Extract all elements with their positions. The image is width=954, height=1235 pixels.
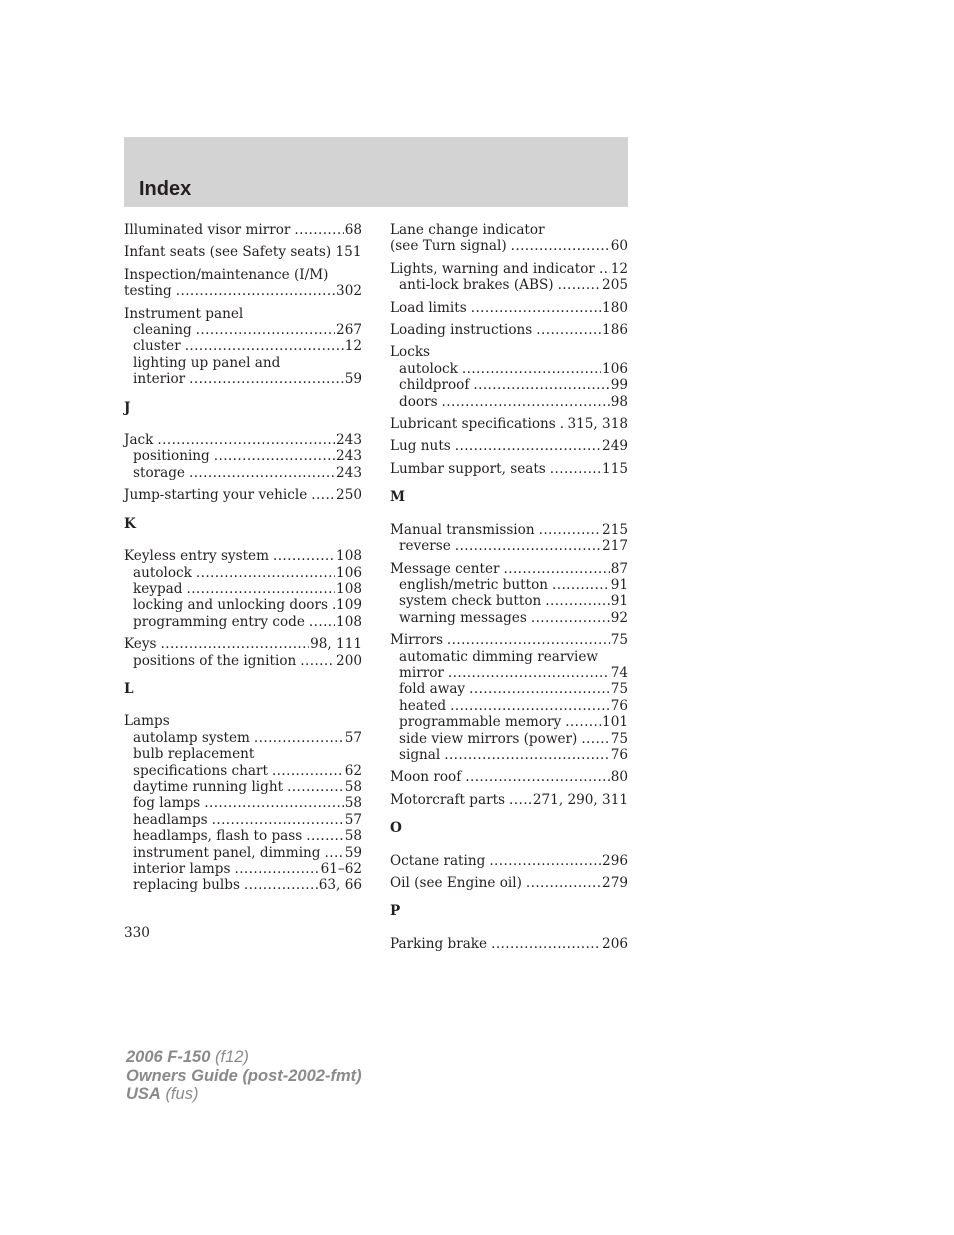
entry-text: system check button <box>399 593 542 610</box>
entry-text: headlamps <box>133 811 208 828</box>
page-reference: 315, 318 <box>567 416 628 433</box>
index-entry-line <box>124 306 362 322</box>
index-subentry-line <box>124 763 362 779</box>
index-entry-line <box>390 300 628 316</box>
page-reference: 12 <box>610 260 628 277</box>
dot-leader <box>448 665 610 681</box>
page-reference: 217 <box>602 538 628 555</box>
index-subentry-line <box>390 377 628 393</box>
dot-leader <box>469 681 610 697</box>
entry-text: fold away <box>399 681 466 698</box>
entry-text: Load limits <box>390 299 467 316</box>
page-reference: 58 <box>344 778 362 795</box>
page-reference: 250 <box>336 487 362 504</box>
page-reference: 205 <box>602 277 628 294</box>
entry-text: locking and unlocking doors <box>133 597 328 614</box>
dot-leader <box>196 322 335 338</box>
page-reference: 267 <box>336 322 362 339</box>
entry-text: Locks <box>390 344 431 361</box>
index-entry <box>124 306 362 388</box>
entry-text: Keyless entry system <box>124 548 269 565</box>
page-reference: 80 <box>610 769 628 786</box>
index-subentry-line <box>124 448 362 464</box>
index-entry <box>390 522 628 555</box>
dot-leader <box>550 461 601 477</box>
entry-text: instrument panel, dimming <box>133 844 321 861</box>
entry-text: Lamps <box>124 713 170 730</box>
dot-leader <box>536 322 601 338</box>
index-entry-line <box>124 432 362 448</box>
index-entry <box>390 461 628 477</box>
index-column-left <box>124 222 362 900</box>
dot-leader <box>234 861 319 877</box>
index-subentry-line <box>390 577 628 593</box>
index-entry-line <box>124 636 362 652</box>
entry-text: childproof <box>399 377 470 394</box>
dot-leader <box>161 636 310 652</box>
entry-text: cluster <box>133 338 181 355</box>
entry-text: anti-lock brakes (ABS) <box>399 277 554 294</box>
page-reference: 91 <box>610 576 628 593</box>
index-entry-line <box>390 416 628 432</box>
index-entry-line <box>390 875 628 891</box>
entry-text: fog lamps <box>133 795 201 812</box>
index-subentry-line <box>124 465 362 481</box>
entry-text: testing <box>124 283 172 300</box>
dot-leader <box>196 565 335 581</box>
page-reference: 62 <box>344 762 362 779</box>
dot-leader <box>332 597 335 613</box>
footer-market: USA <box>126 1085 161 1103</box>
index-subentry-line <box>390 277 628 293</box>
entry-text: positions of the ignition <box>133 652 297 669</box>
dot-leader <box>273 548 335 564</box>
dot-leader <box>539 522 601 538</box>
page-reference: 91 <box>610 593 628 610</box>
page-reference: 296 <box>602 852 628 869</box>
entry-text: Jump-starting your vehicle <box>124 487 308 504</box>
document-footer <box>126 1048 362 1104</box>
dot-leader <box>204 795 343 811</box>
index-entry-line <box>390 222 628 238</box>
index-letter-heading: P <box>390 903 401 920</box>
page-number: 330 <box>124 925 150 941</box>
index-subentry-line <box>124 371 362 387</box>
page-reference: 98 <box>610 393 628 410</box>
dot-leader <box>444 747 609 763</box>
entry-text: Octane rating <box>390 852 486 869</box>
page-reference: 115 <box>602 460 628 477</box>
index-entry-line <box>124 548 362 564</box>
page-reference: 59 <box>344 844 362 861</box>
index-letter-heading: K <box>124 515 136 532</box>
index-entry <box>124 548 362 630</box>
dot-leader <box>552 577 610 593</box>
index-subentry-line <box>124 746 362 762</box>
page-reference: 58 <box>344 795 362 812</box>
page-reference: 108 <box>336 580 362 597</box>
index-entry-line <box>124 222 362 238</box>
page-reference: 98, 111 <box>310 636 362 653</box>
dot-leader <box>287 779 344 795</box>
dot-leader <box>189 371 344 387</box>
page-reference: 271, 290, 311 <box>532 791 628 808</box>
index-subentry-line <box>390 394 628 410</box>
index-entry-line <box>390 238 628 254</box>
index-subentry-line <box>390 610 628 626</box>
index-entry <box>390 875 628 891</box>
dot-leader <box>157 432 335 448</box>
entry-text: interior <box>133 371 186 388</box>
entry-text: (see Turn signal) <box>390 238 507 255</box>
index-entry <box>390 344 628 410</box>
page-reference: 243 <box>336 464 362 481</box>
dot-leader <box>462 361 601 377</box>
dot-leader <box>306 828 343 844</box>
index-entry-line <box>390 322 628 338</box>
index-entry <box>124 487 362 503</box>
index-subentry-line <box>124 828 362 844</box>
index-entry <box>124 244 362 260</box>
footer-market-code: (fus) <box>165 1085 199 1103</box>
index-entry-line <box>390 522 628 538</box>
index-entry <box>390 792 628 808</box>
dot-leader <box>309 614 335 630</box>
page-reference: 57 <box>344 729 362 746</box>
page-reference: 106 <box>336 564 362 581</box>
dot-leader <box>189 465 335 481</box>
dot-leader <box>450 698 610 714</box>
page-reference: 60 <box>610 238 628 255</box>
page-reference: 243 <box>336 448 362 465</box>
page-reference: 75 <box>610 681 628 698</box>
entry-text: Motorcraft parts <box>390 791 506 808</box>
dot-leader <box>185 338 344 354</box>
index-subentry-line <box>124 338 362 354</box>
page-reference: 87 <box>610 560 628 577</box>
entry-text: Lights, warning and indicator <box>390 260 595 277</box>
page-reference: 206 <box>602 935 628 952</box>
page-reference: 108 <box>336 613 362 630</box>
entry-text: autolock <box>133 564 192 581</box>
dot-leader <box>504 561 610 577</box>
dot-leader <box>214 448 335 464</box>
dot-leader <box>244 877 318 893</box>
page-reference: 200 <box>336 652 362 669</box>
entry-text: english/metric button <box>399 576 549 593</box>
dot-leader <box>442 394 610 410</box>
dot-leader <box>511 238 610 254</box>
entry-text: autolamp system <box>133 729 250 746</box>
page-reference: 61–62 <box>320 861 362 877</box>
page-reference: 12 <box>344 338 362 355</box>
index-entry <box>390 632 628 763</box>
page-reference: 108 <box>336 548 362 565</box>
index-entry <box>390 322 628 338</box>
entry-text: replacing bulbs <box>133 877 240 894</box>
entry-text: signal <box>399 746 441 763</box>
index-subentry-line <box>124 322 362 338</box>
index-entry <box>390 261 628 294</box>
entry-text: Oil (see Engine oil) <box>390 875 522 891</box>
index-subentry-line <box>390 698 628 714</box>
index-subentry-line <box>390 681 628 697</box>
dot-leader <box>465 769 609 785</box>
entry-text: Moon roof <box>390 769 462 786</box>
dot-leader <box>545 593 609 609</box>
entry-text: autolock <box>399 360 458 377</box>
entry-text: interior lamps <box>133 861 231 877</box>
index-entry <box>124 713 362 893</box>
entry-text: specifications chart <box>133 762 268 779</box>
footer-model-code: (f12) <box>215 1048 249 1066</box>
index-subentry-line <box>124 730 362 746</box>
entry-text: Lug nuts <box>390 438 451 455</box>
index-subentry-line <box>390 361 628 377</box>
index-entry-line <box>124 244 362 260</box>
index-entry-line <box>124 267 362 283</box>
index-subentry-line <box>390 538 628 554</box>
dot-leader <box>526 875 601 891</box>
dot-leader <box>560 416 567 432</box>
entry-text: Jack <box>124 432 154 449</box>
index-entry-line <box>390 936 628 952</box>
index-letter-heading: O <box>390 820 402 837</box>
dot-leader <box>581 731 609 747</box>
entry-text: reverse <box>399 538 451 555</box>
page-reference: 99 <box>610 377 628 394</box>
page-reference: 101 <box>602 714 628 731</box>
entry-text: storage <box>133 464 185 481</box>
index-entry <box>390 769 628 785</box>
index-letter-heading: J <box>124 399 131 416</box>
entry-text: Keys <box>124 636 157 653</box>
dot-leader <box>471 300 601 316</box>
index-subentry-line <box>390 714 628 730</box>
header-band <box>124 137 628 207</box>
dot-leader <box>455 438 601 454</box>
index-subentry-line <box>124 861 362 877</box>
entry-text: warning messages <box>399 609 527 626</box>
footer-guide-line <box>126 1067 362 1086</box>
entry-text: Parking brake <box>390 935 488 952</box>
index-entry <box>390 853 628 869</box>
dot-leader <box>473 377 609 393</box>
page-reference: 92 <box>610 609 628 626</box>
entry-text: mirror <box>399 664 444 681</box>
page-reference: 243 <box>336 432 362 449</box>
dot-leader <box>565 714 601 730</box>
index-entry-line <box>390 461 628 477</box>
dot-leader <box>509 792 532 808</box>
entry-text: programming entry code <box>133 613 305 630</box>
footer-guide: Owners Guide (post-2002-fmt) <box>126 1066 362 1085</box>
entry-text: Inspection/maintenance (I/M) <box>124 266 329 283</box>
entry-text: daytime running light <box>133 778 284 795</box>
index-subentry-line <box>124 845 362 861</box>
index-subentry-line <box>390 593 628 609</box>
footer-model: 2006 F-150 <box>126 1048 211 1066</box>
entry-text: Illuminated visor mirror <box>124 222 291 238</box>
dot-leader <box>300 653 335 669</box>
index-entry <box>390 438 628 454</box>
index-entry-line <box>390 261 628 277</box>
entry-text: Infant seats (see Safety seats) 151 <box>124 244 362 261</box>
page-reference: 76 <box>610 697 628 714</box>
page-reference: 75 <box>610 730 628 747</box>
index-subentry-line <box>124 795 362 811</box>
index-entry <box>390 300 628 316</box>
index-subentry-line <box>124 581 362 597</box>
dot-leader <box>491 936 601 952</box>
dot-leader <box>489 853 601 869</box>
index-subentry-line <box>390 665 628 681</box>
page-reference: 57 <box>344 811 362 828</box>
dot-leader <box>272 763 344 779</box>
index-subentry-line <box>124 565 362 581</box>
page-reference: 76 <box>610 746 628 763</box>
entry-text: headlamps, flash to pass <box>133 828 303 845</box>
entry-text: Loading instructions <box>390 322 533 339</box>
dot-leader <box>455 538 601 554</box>
page-reference: 68 <box>344 222 362 238</box>
dot-leader <box>311 487 335 503</box>
index-subentry-line <box>124 812 362 828</box>
dot-leader <box>599 261 610 277</box>
index-entry <box>390 416 628 432</box>
page-reference: 109 <box>336 597 362 614</box>
entry-text: cleaning <box>133 322 192 339</box>
index-entry <box>124 267 362 300</box>
page-reference: 63, 66 <box>318 877 362 894</box>
entry-text: heated <box>399 697 447 714</box>
page-title: Index <box>139 178 192 200</box>
index-entry-line <box>390 344 628 360</box>
page-reference: 186 <box>602 322 628 339</box>
footer-model-line <box>126 1048 362 1067</box>
page-reference: 279 <box>602 875 628 891</box>
page-reference: 74 <box>610 664 628 681</box>
index-entry-line <box>390 438 628 454</box>
entry-text: automatic dimming rearview <box>399 648 599 665</box>
index-subentry-line <box>124 653 362 669</box>
index-subentry-line <box>390 731 628 747</box>
entry-text: Mirrors <box>390 632 443 649</box>
index-entry-line <box>390 632 628 648</box>
entry-text: Lubricant specifications <box>390 416 556 433</box>
index-entry-line <box>124 713 362 729</box>
entry-text: doors <box>399 393 438 410</box>
page-reference: 75 <box>610 632 628 649</box>
page-reference: 215 <box>602 521 628 538</box>
dot-leader <box>186 581 335 597</box>
index-subentry-line <box>124 597 362 613</box>
dot-leader <box>558 277 601 293</box>
index-entry <box>124 222 362 238</box>
index-letter-heading: M <box>390 489 406 506</box>
index-entry-line <box>390 792 628 808</box>
dot-leader <box>254 730 344 746</box>
index-entry <box>124 636 362 669</box>
index-entry <box>390 222 628 255</box>
index-entry-line <box>390 853 628 869</box>
page-reference: 302 <box>336 283 362 300</box>
page-reference: 59 <box>344 371 362 388</box>
index-subentry-line <box>124 877 362 893</box>
entry-text: Message center <box>390 560 500 577</box>
entry-text: lighting up panel and <box>133 354 281 371</box>
index-entry <box>390 561 628 627</box>
index-subentry-line <box>390 747 628 763</box>
entry-text: Manual transmission <box>390 521 535 538</box>
page-reference: 249 <box>602 438 628 455</box>
dot-leader <box>447 632 610 648</box>
footer-market-line <box>126 1085 362 1104</box>
entry-text: Lumbar support, seats <box>390 460 546 477</box>
index-entry-line <box>124 487 362 503</box>
entry-text: bulb replacement <box>133 746 255 763</box>
page-reference: 106 <box>602 360 628 377</box>
entry-text: keypad <box>133 580 183 597</box>
entry-text: positioning <box>133 448 210 465</box>
index-subentry-line <box>124 614 362 630</box>
page-reference: 180 <box>602 299 628 316</box>
entry-text: Lane change indicator <box>390 222 545 238</box>
index-entry-line <box>390 561 628 577</box>
index-subentry-line <box>390 649 628 665</box>
index-entry-line <box>124 283 362 299</box>
index-subentry-line <box>124 779 362 795</box>
dot-leader <box>212 812 344 828</box>
entry-text: Instrument panel <box>124 305 244 322</box>
dot-leader <box>294 222 343 238</box>
entry-text: programmable memory <box>399 714 562 731</box>
index-letter-heading: L <box>124 680 134 697</box>
dot-leader <box>531 610 610 626</box>
index-column-right <box>390 222 628 958</box>
dot-leader <box>325 845 344 861</box>
dot-leader <box>176 283 335 299</box>
index-entry <box>390 936 628 952</box>
page-reference: 58 <box>344 828 362 845</box>
index-entry <box>124 432 362 481</box>
index-entry-line <box>390 769 628 785</box>
entry-text: side view mirrors (power) <box>399 730 578 747</box>
index-subentry-line <box>124 355 362 371</box>
